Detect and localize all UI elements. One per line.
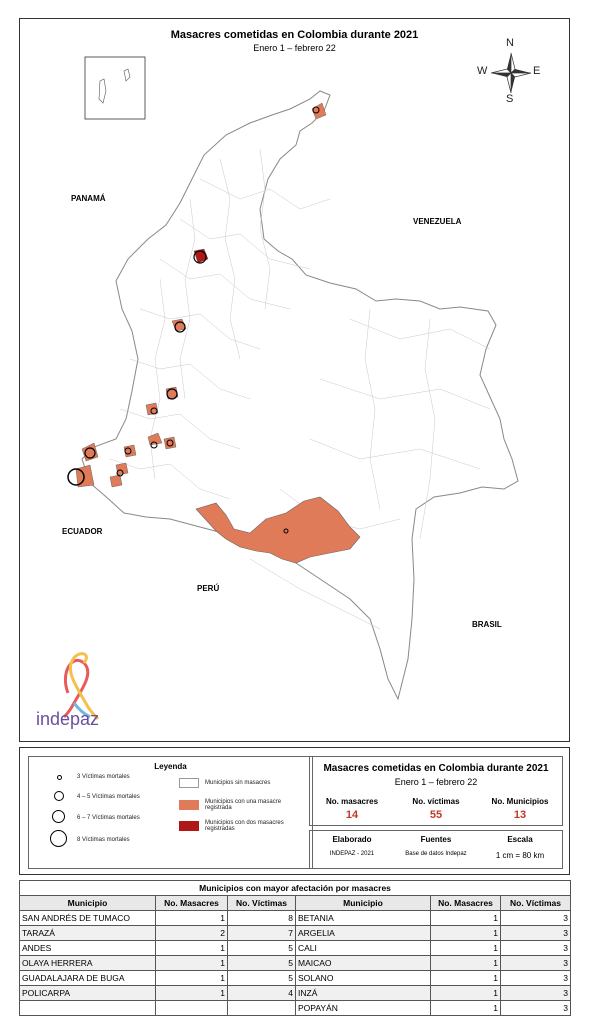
table-row (20, 971, 571, 986)
country-label-panama: PANAMÁ (71, 194, 106, 203)
legend-swatch-none (179, 778, 199, 788)
victimas-cell: 3 (501, 911, 571, 926)
summary-box (309, 756, 563, 826)
municipio-cell: SOLANO (296, 971, 431, 986)
victimas-cell: 5 (228, 971, 296, 986)
masacres-cell: 1 (431, 911, 501, 926)
victimas-cell (228, 1001, 296, 1016)
masacres-cell: 1 (431, 1001, 501, 1016)
compass-n: N (506, 37, 514, 49)
summary-title: Masacres cometidas en Colombia durante 2021 (323, 763, 549, 774)
table-row (20, 986, 571, 1001)
masacres-cell: 2 (156, 926, 228, 941)
victimas-cell: 5 (228, 956, 296, 971)
table-body (20, 911, 571, 1016)
legend-label-none: Municipios sin masacres (205, 780, 271, 786)
stat-label-municipios: No. Municipios (491, 797, 549, 806)
country-label-peru: PERÚ (197, 584, 220, 593)
municipio-cell: POPAYÁN (296, 1001, 431, 1016)
masacres-cell: 1 (431, 956, 501, 971)
municipio-cell (20, 1001, 156, 1016)
masacres-cell: 1 (156, 956, 228, 971)
table-row (20, 911, 571, 926)
country-label-ecuador: ECUADOR (62, 527, 103, 536)
victimas-cell: 3 (501, 941, 571, 956)
legend-label-6-7: 6 – 7 Víctimas mortales (77, 815, 140, 821)
masacres-cell: 1 (431, 941, 501, 956)
stat-value-municipios: 13 (513, 809, 527, 821)
compass-e: E (533, 65, 541, 77)
municipio-cell: SAN ANDRÉS DE TUMACO (20, 911, 156, 926)
legend-circle-8 (50, 830, 67, 847)
table-header: No. Masacres (156, 896, 228, 911)
stat-value-victimas: 55 (429, 809, 443, 821)
municipio-cell: ANDES (20, 941, 156, 956)
credit-value-escala: 1 cm = 80 km (495, 851, 545, 860)
table-row (20, 941, 571, 956)
credit-label-elaborado: Elaborado (332, 835, 372, 844)
table-header: Municipio (296, 896, 431, 911)
masacres-cell: 1 (431, 986, 501, 1001)
municipio-cell: BETANIA (296, 911, 431, 926)
municipio-cell: TARAZÁ (20, 926, 156, 941)
victimas-cell: 3 (501, 926, 571, 941)
table-header: No. Masacres (431, 896, 501, 911)
victimas-cell: 3 (501, 956, 571, 971)
victimas-cell: 8 (228, 911, 296, 926)
table-header-row (20, 896, 571, 911)
legend-swatch-two (179, 821, 199, 831)
masacres-cell: 1 (156, 911, 228, 926)
credit-label-fuentes: Fuentes (420, 835, 452, 844)
san-andres-inset (85, 57, 145, 119)
map-panel (19, 18, 570, 742)
credit-label-escala: Escala (507, 835, 533, 844)
victimas-cell: 3 (501, 971, 571, 986)
stat-label-victimas: No. víctimas (412, 797, 460, 806)
country-label-venezuela: VENEZUELA (413, 217, 462, 226)
legend-label-8: 8 Víctimas mortales (77, 837, 130, 843)
colombia-outline (82, 91, 518, 699)
legend-title: Leyenda (154, 762, 187, 771)
indepaz-logo-text: indepaz (36, 709, 100, 729)
legend-label-4-5: 4 – 5 Víctimas mortales (77, 794, 140, 800)
victimas-cell: 4 (228, 986, 296, 1001)
legend-label-two: Municipios con dos masacres registradas (205, 820, 284, 832)
table-caption: Municipios con mayor afectación por masacres (20, 881, 571, 896)
compass-rose (491, 53, 531, 93)
legend-circle-6-7 (52, 810, 65, 823)
municipio-cell: POLICARPA (20, 986, 156, 1001)
masacres-cell: 1 (431, 926, 501, 941)
masacres-cell (156, 1001, 228, 1016)
credits-box (309, 830, 563, 869)
victimas-cell: 5 (228, 941, 296, 956)
credit-value-elaborado: INDEPAZ - 2021 (329, 851, 375, 857)
legend-box (28, 756, 313, 869)
table-row (20, 926, 571, 941)
masacres-cell: 1 (156, 941, 228, 956)
legend-circle-4-5 (54, 791, 64, 801)
legend-swatch-one (179, 800, 199, 810)
municipio-cell: CALI (296, 941, 431, 956)
credit-value-fuentes: Base de datos Indepaz (405, 851, 467, 857)
compass-w: W (477, 65, 488, 77)
municipio-cell: INZÁ (296, 986, 431, 1001)
table-header: Municipio (20, 896, 156, 911)
municipio-cell: OLAYA HERRERA (20, 956, 156, 971)
legend-label-3: 3 Víctimas mortales (77, 774, 130, 780)
legend-panel (19, 747, 570, 875)
map-subtitle: Enero 1 – febrero 22 (253, 43, 336, 53)
table-header: No. Víctimas (228, 896, 296, 911)
masacres-cell: 1 (156, 971, 228, 986)
legend-circle-3 (57, 775, 62, 780)
masacres-cell: 1 (431, 971, 501, 986)
table-row (20, 956, 571, 971)
masacres-cell: 1 (156, 986, 228, 1001)
legend-label-one: Municipios con una masacre registrada (205, 799, 282, 811)
table-panel (19, 880, 570, 1020)
colombia-map (20, 19, 569, 741)
municipio-cell: GUADALAJARA DE BUGA (20, 971, 156, 986)
victimas-cell: 3 (501, 1001, 571, 1016)
table-header: No. Víctimas (501, 896, 571, 911)
victimas-cell: 3 (501, 986, 571, 1001)
stat-label-masacres: No. masacres (325, 797, 379, 806)
municipios-table (19, 880, 571, 1016)
compass-s: S (506, 93, 514, 105)
victimas-cell: 7 (228, 926, 296, 941)
municipio-cell: MAICAO (296, 956, 431, 971)
country-label-brasil: BRASIL (472, 620, 502, 629)
map-title: Masacres cometidas en Colombia durante 2021 (170, 29, 419, 41)
municipio-cell: ARGELIA (296, 926, 431, 941)
summary-subtitle: Enero 1 – febrero 22 (394, 777, 478, 787)
stat-value-masacres: 14 (345, 809, 359, 821)
table-row (20, 1001, 571, 1016)
